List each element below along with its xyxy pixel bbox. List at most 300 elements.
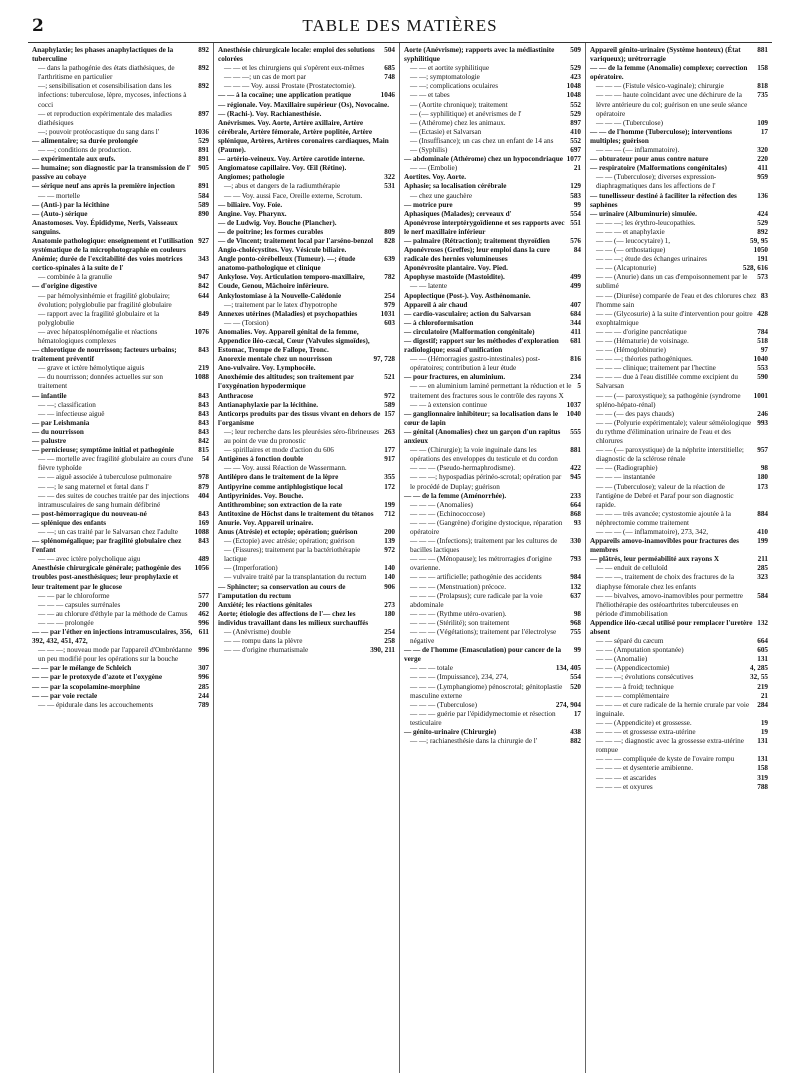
index-entry-text: — — —; étude des échanges urinaires bbox=[596, 255, 707, 264]
index-entry-text: Apoplectique (Post-). Voy. Asthénomanie. bbox=[404, 291, 531, 300]
index-entry bbox=[590, 473, 768, 482]
index-entry-page: 789 bbox=[198, 700, 209, 709]
index-entry-page: 552 bbox=[570, 100, 581, 109]
index-entry-text: Antianaphylaxie par la lécithine. bbox=[218, 400, 319, 409]
index-entry-page: 809 bbox=[384, 227, 395, 236]
index-entry bbox=[590, 82, 768, 91]
index-entry-page: 1040 bbox=[566, 409, 581, 418]
index-entry bbox=[404, 146, 581, 155]
index-entry-page: 993 bbox=[757, 418, 768, 427]
index-entry bbox=[218, 364, 395, 373]
index-entry-page: 233 bbox=[570, 491, 581, 500]
index-entry-text: — splénique des enfants bbox=[32, 518, 107, 527]
index-entry bbox=[218, 501, 395, 510]
index-entry-text: — alimentaire; sa durée prolongée bbox=[32, 136, 138, 145]
index-entry-page: 843 bbox=[198, 400, 209, 409]
index-entry bbox=[218, 373, 395, 391]
index-entry-text: — — — d'origine pancréatique bbox=[596, 327, 687, 336]
index-entry-page: 945 bbox=[570, 473, 581, 482]
index-entry bbox=[218, 301, 395, 310]
index-entry-page: 344 bbox=[570, 318, 581, 327]
index-entry-text: — — (— orthostatique) bbox=[596, 246, 666, 255]
index-entry-page: 573 bbox=[757, 273, 768, 282]
index-entry bbox=[32, 392, 209, 401]
index-entry-page: 390, 211 bbox=[370, 646, 395, 655]
index-entry bbox=[404, 119, 581, 128]
index-entry bbox=[404, 164, 581, 173]
index-entry bbox=[218, 182, 395, 191]
index-entry-text: — — à la cocaïne; une application pratique bbox=[218, 91, 352, 100]
index-entry-page: 603 bbox=[384, 318, 395, 327]
index-entry-text: — — — (Anomalies) bbox=[410, 500, 473, 509]
index-entry bbox=[218, 273, 395, 291]
index-entry-text: Antipyrinides. Voy. Bouche. bbox=[218, 491, 304, 500]
index-entry-text: — — (Anurie) dans un cas d'empoisonnement par le sublimé bbox=[596, 273, 748, 291]
index-entry bbox=[590, 783, 768, 792]
index-entry bbox=[590, 46, 768, 64]
index-entry bbox=[218, 428, 395, 446]
index-entry-page: 905 bbox=[198, 164, 209, 173]
index-entry-page: 1037 bbox=[566, 400, 581, 409]
index-entry bbox=[218, 537, 395, 546]
index-entry-text: — — infectieuse aiguë bbox=[38, 409, 105, 418]
index-entry bbox=[404, 573, 581, 582]
index-entry-text: Anévrismes. Voy. Aorte, Artère axillaire, Artère cérébrale, Artère fémorale, Artère poplitée, Artère splénique, Artères, Artères coronaires cardiaques, Main (Paume). bbox=[218, 118, 389, 155]
index-entry-text: — — d'origine rhumatismale bbox=[224, 646, 309, 655]
index-entry-text: — — (Chirurgie); la voie inguinale dans les opérations des enveloppes du testicule et du cordon bbox=[410, 446, 558, 464]
index-entry bbox=[590, 528, 768, 537]
index-entry-text: Ankylostomiase à la Nouvelle-Calédonie bbox=[218, 291, 342, 300]
index-entry-page: 1001 bbox=[753, 391, 768, 400]
index-entry bbox=[590, 310, 768, 328]
index-entry-text: — rapport avec la fragilité globulaire et la polyglobulie bbox=[38, 309, 160, 327]
index-entry bbox=[218, 246, 395, 255]
index-entry-text: — — par l'éther en injections intramusculaires, 356, 392, 432, 451, 472, bbox=[32, 628, 193, 646]
index-entry-page: 891 bbox=[198, 182, 209, 191]
index-entry-page: 735 bbox=[757, 91, 768, 100]
index-entry-text: Anthracose bbox=[218, 391, 254, 400]
index-entry-text: — — et tabes bbox=[410, 91, 450, 100]
index-entry bbox=[32, 201, 209, 210]
index-entry-text: — — de l'homme (Emasculation) pour cancer de la verge bbox=[404, 646, 562, 664]
index-entry-page: 788 bbox=[757, 782, 768, 791]
index-entry-text: — — par la scopolamine-morphine bbox=[32, 682, 141, 691]
index-entry bbox=[590, 328, 768, 337]
index-entry-page: 947 bbox=[198, 273, 209, 282]
index-entry-text: — — (Appendicite) et grossesse. bbox=[596, 718, 692, 727]
index-entry bbox=[404, 555, 581, 573]
index-entry bbox=[32, 619, 209, 628]
index-entry-text: Anatomie pathologique: enseignement et l'utilisation systématique de la microphotographie en couleurs bbox=[32, 236, 194, 255]
index-entry-text: — — (Anomalie) bbox=[596, 655, 648, 664]
index-entry-page: 1036 bbox=[194, 127, 209, 136]
index-entry bbox=[218, 610, 395, 628]
index-entry-page: 200 bbox=[198, 600, 209, 609]
index-entry bbox=[590, 774, 768, 783]
index-entry-text: — — — (Tuberculose) bbox=[596, 118, 664, 127]
index-entry-text: — dans la pathogénie des états diathésiques, de l'arthritisme en particulier bbox=[38, 64, 175, 82]
index-entry-page: 411 bbox=[570, 327, 581, 336]
index-entry-text: — — de la femme (Anomalie) complexe; correction opératoire. bbox=[590, 64, 748, 82]
index-entry bbox=[32, 519, 209, 528]
index-entry bbox=[404, 510, 581, 519]
index-entry bbox=[590, 237, 768, 246]
index-entry bbox=[218, 119, 395, 155]
index-entry-page: 551 bbox=[570, 218, 581, 227]
index-entry bbox=[32, 664, 209, 673]
index-entry-page: 21 bbox=[573, 164, 581, 173]
index-entry-text: — —; conditions de production. bbox=[38, 146, 132, 155]
index-entry bbox=[218, 219, 395, 228]
index-entry bbox=[404, 192, 581, 201]
index-entry-text: — — — (Rythme utéro-ovarien). bbox=[410, 609, 507, 618]
index-entry-page: 529 bbox=[570, 109, 581, 118]
index-entry-page: 554 bbox=[570, 209, 581, 218]
index-entry-text: — — (Radiographie) bbox=[596, 464, 658, 473]
index-entry-page: 554 bbox=[570, 673, 581, 682]
index-entry-page: 884 bbox=[757, 509, 768, 518]
index-entry bbox=[32, 310, 209, 328]
index-entry bbox=[404, 583, 581, 592]
index-entry bbox=[404, 292, 581, 301]
index-entry-text: — — Voy. aussi Face, Oreille externe, Scrotum. bbox=[224, 191, 363, 200]
index-entry bbox=[590, 655, 768, 664]
index-entry-page: 17 bbox=[760, 127, 768, 136]
index-entry-page: 843 bbox=[198, 409, 209, 418]
index-entry bbox=[218, 392, 395, 401]
index-entry-page: 438 bbox=[570, 728, 581, 737]
index-columns bbox=[28, 42, 772, 1073]
index-entry-page: 881 bbox=[570, 446, 581, 455]
index-entry-text: — par Leishmania bbox=[32, 418, 90, 427]
index-entry-text: — post-hémorragique du nouveau-né bbox=[32, 509, 147, 518]
index-entry-text: — humaine; son diagnostic par la transmission de l' passive au cobaye bbox=[32, 164, 191, 182]
index-entry bbox=[218, 46, 395, 64]
index-entry-text: — — — (Végétations); traitement par l'électrolyse négative bbox=[410, 628, 557, 646]
index-entry bbox=[32, 564, 209, 591]
index-entry-text: — — (— leucocytaire) 1, bbox=[596, 236, 671, 245]
index-entry bbox=[218, 510, 395, 519]
index-entry-page: 320 bbox=[757, 146, 768, 155]
index-entry-page: 518 bbox=[757, 337, 768, 345]
index-entry bbox=[218, 628, 395, 637]
index-entry-text: — (Anti-) par la lécithine bbox=[32, 200, 110, 209]
index-entry-text: Anorexie mentale chez un nourrisson bbox=[218, 355, 333, 364]
index-entry-page: 19 bbox=[760, 718, 768, 727]
index-entry-text: — — par le mélange de Schleich bbox=[32, 664, 132, 673]
index-entry-page: 98 bbox=[760, 464, 768, 473]
index-entry-page: 84 bbox=[573, 246, 581, 255]
index-column-4 bbox=[586, 43, 772, 1073]
index-entry-text: — ganglionnaire inhibiteur; sa localisation dans le cœur de lapin bbox=[404, 409, 559, 427]
index-entry bbox=[404, 355, 581, 373]
index-entry bbox=[590, 755, 768, 764]
index-entry bbox=[404, 82, 581, 91]
index-entry-text: Antitoxine de Höchst dans le traitement du tétanos bbox=[218, 509, 374, 518]
index-entry-page: 254 bbox=[384, 628, 395, 636]
index-entry bbox=[590, 464, 768, 473]
index-entry-text: — — (Amputation spontanée) bbox=[596, 646, 684, 655]
index-entry-text: — — aiguë associée à tuberculose pulmonaire bbox=[38, 473, 172, 482]
index-entry-text: Appareils amovo-inamovibles pour fractures des membres bbox=[590, 537, 739, 555]
index-entry-page: 19 bbox=[760, 728, 768, 737]
index-entry-text: Angine. Voy. Pharynx. bbox=[218, 209, 287, 218]
index-entry-page: 244 bbox=[198, 691, 209, 700]
index-entry bbox=[590, 146, 768, 155]
index-entry bbox=[32, 492, 209, 510]
index-entry-page: 220 bbox=[757, 155, 768, 164]
index-entry-text: — — —, traitement de choix des fractures de la diaphyse fémorale chez les enfants bbox=[596, 573, 735, 591]
index-entry-text: — — (Diurèse) comparée de l'eau et des chlorures chez l'homme sain bbox=[596, 291, 757, 309]
index-entry bbox=[218, 110, 395, 119]
index-entry-page: 755 bbox=[570, 628, 581, 636]
index-entry-page: 140 bbox=[384, 573, 395, 582]
index-entry-page: 139 bbox=[384, 537, 395, 546]
index-entry-page: 191 bbox=[757, 255, 768, 264]
index-entry bbox=[590, 537, 768, 555]
index-entry-page: 285 bbox=[198, 682, 209, 691]
index-entry-page: 428 bbox=[757, 309, 768, 318]
index-entry-page: 509 bbox=[570, 46, 581, 54]
index-entry-page: 219 bbox=[198, 364, 209, 373]
index-entry bbox=[404, 46, 581, 64]
index-entry-page: 17 bbox=[573, 709, 581, 718]
index-entry-page: 1088 bbox=[194, 527, 209, 536]
index-entry bbox=[218, 355, 395, 364]
index-entry bbox=[32, 701, 209, 710]
index-entry bbox=[590, 392, 768, 410]
index-entry-text: — splénomégalique; par fragilité globulaire chez l'enfant bbox=[32, 537, 182, 555]
index-entry bbox=[404, 310, 581, 319]
index-entry bbox=[32, 419, 209, 428]
index-entry bbox=[590, 64, 768, 82]
page-header bbox=[28, 14, 772, 40]
index-entry-page: 984 bbox=[570, 573, 581, 582]
index-entry bbox=[590, 637, 768, 646]
index-entry-page: 868 bbox=[570, 509, 581, 518]
index-entry-text: — — des suites de couches traitée par des injections intramusculaires de sang humain défibriné bbox=[38, 491, 190, 509]
index-column-3 bbox=[400, 43, 586, 1073]
index-entry bbox=[590, 364, 768, 373]
index-entry-text: — combinée à la granulie bbox=[38, 273, 113, 282]
index-entry-text: —; sensibilisation et cosensibilisation dans les infections: tuberculose, lèpre, mycoses, infections à cocci bbox=[38, 82, 187, 109]
index-entry bbox=[32, 164, 209, 182]
index-entry-page: 748 bbox=[384, 73, 395, 82]
index-entry bbox=[590, 683, 768, 692]
index-entry bbox=[32, 292, 209, 310]
index-entry-text: — —; un cas traité par le Salvarsan chez l'adulte bbox=[38, 527, 178, 536]
index-entry bbox=[404, 110, 581, 119]
page-number: 2 bbox=[32, 16, 44, 36]
index-entry-text: — — —; théories pathogéniques. bbox=[596, 355, 693, 364]
index-entry-text: — — —; nouveau mode par l'appareil d'Ombrédanne un peu modifié pour les opérations sur la bouche bbox=[38, 646, 193, 664]
index-entry-page: 879 bbox=[198, 482, 209, 491]
index-entry bbox=[590, 91, 768, 118]
index-entry bbox=[590, 410, 768, 419]
index-entry-page: 131 bbox=[757, 755, 768, 764]
index-entry-text: Anus (Atrésie) et ectopie; opération; guérison bbox=[218, 527, 358, 536]
index-entry bbox=[404, 64, 581, 73]
index-entry bbox=[32, 255, 209, 273]
index-entry-text: Anoxhémie des altitudes; son traitement par l'oxygénation hypodermique bbox=[218, 373, 354, 391]
index-entry-text: Anurie. Voy. Appareil urinaire. bbox=[218, 518, 314, 527]
index-entry bbox=[32, 555, 209, 564]
index-entry-text: Antithrombine; son extraction de la rate bbox=[218, 500, 342, 509]
index-entry bbox=[590, 564, 768, 573]
index-entry-page: 843 bbox=[198, 418, 209, 427]
index-entry bbox=[32, 82, 209, 109]
index-entry bbox=[404, 382, 581, 400]
index-entry bbox=[590, 273, 768, 291]
index-entry-text: Aponévrose interptérygoïdienne et ses rapports avec le nerf maxillaire inférieur bbox=[404, 218, 565, 236]
index-entry-page: 972 bbox=[384, 546, 395, 555]
index-entry-text: — chez une gauchère bbox=[410, 191, 473, 200]
index-entry bbox=[218, 528, 395, 537]
index-entry-page: 906 bbox=[384, 582, 395, 591]
index-entry-text: — — par voie rectale bbox=[32, 691, 98, 700]
index-entry-page: 529 bbox=[757, 218, 768, 227]
index-entry-page: 140 bbox=[384, 564, 395, 573]
index-entry-page: 959 bbox=[757, 173, 768, 182]
index-entry bbox=[590, 346, 768, 355]
index-entry bbox=[590, 510, 768, 528]
page-title: TABLE DES MATIÈRES bbox=[302, 16, 498, 35]
index-entry-text: — — — instantanée bbox=[596, 473, 656, 482]
index-entry-page: 842 bbox=[198, 282, 209, 291]
index-entry-page: 979 bbox=[384, 300, 395, 309]
index-entry-page: 890 bbox=[198, 209, 209, 218]
index-entry-text: — génito-urinaire (Chirurgie) bbox=[404, 728, 497, 737]
index-entry-page: 1076 bbox=[194, 327, 209, 336]
index-entry bbox=[32, 628, 209, 646]
index-entry-text: — de Vincent; traitement local par l'arséno-benzol bbox=[218, 236, 374, 245]
index-entry-text: — — séparé du cæcum bbox=[596, 637, 664, 646]
index-entry bbox=[218, 73, 395, 82]
index-entry bbox=[218, 237, 395, 246]
index-entry-text: — régionale. Voy. Maxillaire supérieur (Os), Novocaïne. bbox=[218, 100, 390, 109]
index-entry-text: — à chloroformisation bbox=[404, 318, 474, 327]
index-entry-page: 99 bbox=[573, 646, 581, 655]
index-entry-page: 1031 bbox=[380, 309, 395, 318]
index-entry-page: 407 bbox=[570, 300, 581, 309]
index-entry bbox=[32, 428, 209, 437]
index-entry-page: 97 bbox=[760, 346, 768, 355]
index-entry-page: 83 bbox=[760, 291, 768, 300]
index-entry-page: 284 bbox=[757, 700, 768, 709]
index-entry-text: — — — prolongée bbox=[38, 618, 94, 627]
index-entry bbox=[32, 455, 209, 473]
index-entry-text: — plâtrés, leur perméabilité aux rayons X bbox=[590, 555, 720, 564]
index-entry-page: 637 bbox=[570, 591, 581, 600]
index-entry-page: 589 bbox=[198, 200, 209, 209]
index-entry-page: 644 bbox=[198, 291, 209, 300]
index-entry-text: — (— syphilitique) et anévrismes de l' bbox=[410, 109, 522, 118]
index-entry-text: — — — complémentaire bbox=[596, 691, 670, 700]
index-entry-text: — — — à froid; technique bbox=[596, 682, 674, 691]
index-entry bbox=[218, 401, 395, 410]
index-entry-page: 843 bbox=[198, 391, 209, 400]
index-entry-page: 180 bbox=[757, 473, 768, 482]
index-entry-page: 489 bbox=[198, 555, 209, 564]
index-entry bbox=[590, 264, 768, 273]
index-entry-text: — — (Alcaptonurie) bbox=[596, 264, 657, 273]
index-entry bbox=[32, 328, 209, 346]
index-entry-page: 697 bbox=[570, 146, 581, 155]
index-entry-page: 664 bbox=[757, 637, 768, 646]
index-entry-text: Anastomoses. Voy. Épididyme, Nerfs, Vaisseaux sanguins. bbox=[32, 218, 178, 236]
index-entry bbox=[32, 282, 209, 291]
index-entry-page: 529 bbox=[198, 136, 209, 145]
index-entry-text: — — — Voy. aussi Prostate (Prostatectomie). bbox=[224, 82, 356, 91]
index-entry-text: Angiomatose capillaire. Voy. Œil (Rétine). bbox=[218, 164, 347, 173]
index-entry-page: 319 bbox=[757, 773, 768, 782]
index-entry-text: — — épidurale dans les accouchements bbox=[38, 700, 154, 709]
index-entry bbox=[32, 410, 209, 419]
index-entry-text: — artério-veineux. Voy. Artère carotide interne. bbox=[218, 155, 365, 164]
index-entry-text: — — —; les érythro-leucopathies. bbox=[596, 218, 696, 227]
index-entry-text: Anaphylaxie; les phases anaphylactiques de la tuberculine bbox=[32, 46, 174, 64]
index-entry-page: 158 bbox=[757, 64, 768, 73]
index-entry-text: — pernicieuse; symptôme initial et pathogénie bbox=[32, 446, 174, 455]
index-entry-page: 528, 616 bbox=[742, 264, 768, 273]
index-entry bbox=[404, 91, 581, 100]
index-entry-page: 897 bbox=[198, 109, 209, 118]
index-entry bbox=[590, 155, 768, 164]
index-entry-page: 404 bbox=[198, 491, 209, 500]
index-entry-page: 169 bbox=[198, 518, 209, 527]
index-entry-text: — — — et dysenterie amibienne. bbox=[596, 764, 694, 773]
index-entry-text: — — enduit de celluloïd bbox=[596, 564, 668, 573]
index-entry bbox=[404, 401, 581, 410]
index-entry-text: — — au chlorure d'éthyle par la méthode de Camus bbox=[38, 609, 188, 618]
index-entry-page: 605 bbox=[757, 646, 768, 655]
index-entry-page: 93 bbox=[573, 518, 581, 527]
index-entry bbox=[404, 592, 581, 610]
index-entry-text: Anesthésie chirurgicale locale: emploi des solutions colorées bbox=[218, 46, 375, 64]
index-entry-page: 843 bbox=[198, 427, 209, 436]
index-entry-page: 273 bbox=[384, 600, 395, 609]
index-entry-page: 410 bbox=[757, 527, 768, 536]
index-entry-text: — — — (Menstruation) précoce. bbox=[410, 582, 507, 591]
index-entry-text: Angio-cholécystites. Voy. Vésicule biliaire. bbox=[218, 246, 347, 255]
index-entry-text: — —; classification bbox=[38, 400, 96, 409]
index-entry bbox=[404, 728, 581, 737]
index-entry-page: 684 bbox=[570, 309, 581, 318]
index-entry-text: Appendice iléo-cæcal utilisé pour remplacer l'uretère absent bbox=[590, 618, 753, 636]
index-entry-page: 927 bbox=[198, 236, 209, 245]
index-entry-text: — motrice pure bbox=[404, 200, 453, 209]
index-entry bbox=[404, 428, 581, 446]
index-entry-text: — — — (Stérilité); son traitement bbox=[410, 618, 510, 627]
index-entry bbox=[590, 592, 768, 619]
index-entry-text: — — latente bbox=[410, 282, 448, 291]
index-entry bbox=[218, 310, 395, 319]
index-entry bbox=[404, 173, 581, 182]
index-entry-text: Ano-vulvaire. Voy. Lymphocèle. bbox=[218, 364, 316, 373]
index-entry bbox=[32, 110, 209, 128]
index-entry bbox=[404, 337, 581, 355]
index-entry-text: — génital (Anomalies) chez un garçon d'un rapitus anxieux bbox=[404, 427, 561, 446]
index-entry-page: 136 bbox=[757, 191, 768, 200]
index-entry bbox=[32, 537, 209, 555]
index-entry-page: 584 bbox=[198, 191, 209, 200]
index-entry-page: 843 bbox=[198, 346, 209, 355]
index-entry-text: — — par le protoxyde d'azote et l'oxygène bbox=[32, 673, 163, 682]
index-entry-text: — pour fractures, en aluminium. bbox=[404, 373, 506, 382]
index-entry-text: Appareil génito-urinaire (Système honteux) (État variqueux); urétrorragie bbox=[590, 46, 741, 64]
index-entry bbox=[590, 246, 768, 255]
index-entry-text: — Sphincter; sa conservation au cours de l'amputation du rectum bbox=[218, 582, 346, 600]
